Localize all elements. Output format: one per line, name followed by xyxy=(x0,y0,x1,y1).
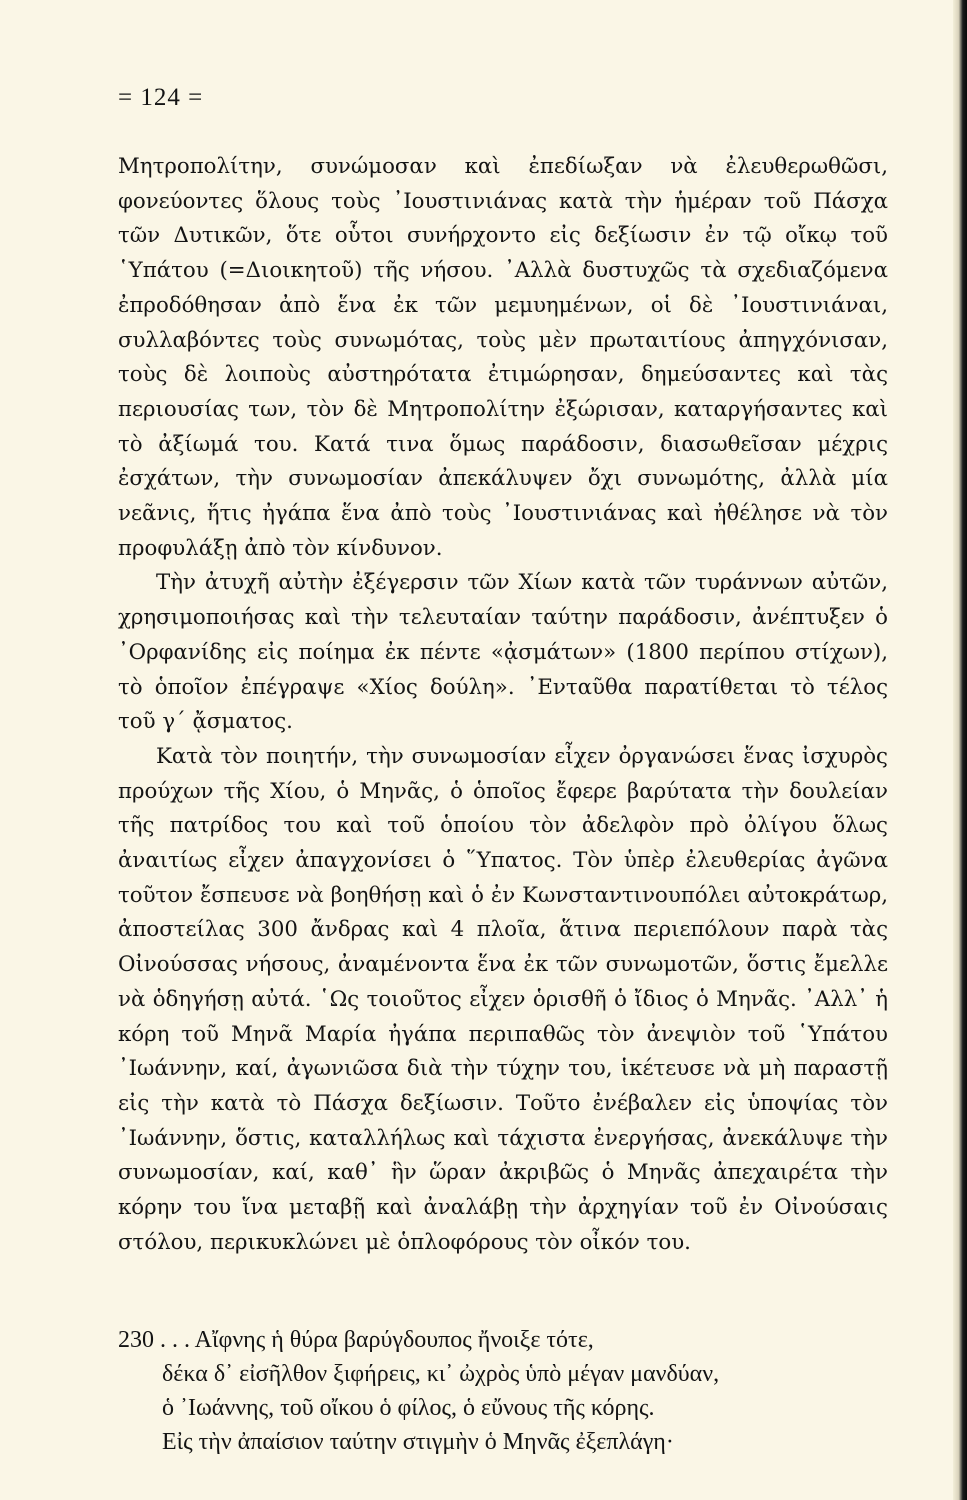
page-edge-shadow xyxy=(953,0,967,1500)
paragraph-3: Κατὰ τὸν ποιητήν, τὴν συνωμοσίαν εἶχεν ὀργανώσει ἕνας ἰσχυρὸς προύχων τῆς Χίου, ὁ Μηνᾶς, ὁ ὁποῖος ἔφερε βαρύτατα τὴν δουλείαν τῆς πατρίδος του καὶ τοῦ ὁποίου τὸν ἀδελφὸν πρὸ ὀλίγου ὅλως ἀναιτίως εἶχεν ἀπαγχονίσει ὁ ῞Υπατος. Τὸν ὑπὲρ ἐλευθερίας ἀγῶνα τοῦτον ἔσπευσε νὰ βοηθήσῃ καὶ ὁ ἐν Κωνσταντινουπόλει αὐτοκράτωρ, ἀποστείλας 300 ἄνδρας καὶ 4 πλοῖα, ἅτινα περιεπόλουν παρὰ τὰς Οἰνούσσας νήσους, ἀναμένοντα ἕνα ἐκ τῶν συνωμοτῶν, ὅστις ἔμελλε νὰ ὁδηγήσῃ αὐτά. ῾Ως τοιοῦτος εἶχεν ὁρισθῆ ὁ ἴδιος ὁ Μηνᾶς. ᾽Αλλ᾽ ἡ κόρη τοῦ Μηνᾶ Μαρία ἠγάπα περιπαθῶς τὸν ἀνεψιὸν τοῦ ῾Υπάτου ᾽Ιωάννην, καί, ἀγωνιῶσα διὰ τὴν τύχην του, ἱκέτευσε νὰ μὴ παραστῇ εἰς τὴν κατὰ τὸ Πάσχα δεξίωσιν. Τοῦτο ἐνέβαλεν εἰς ὑποψίας τὸν ᾽Ιωάννην, ὅστις, καταλλήλως καὶ τάχιστα ἐνεργήσας, ἀνεκάλυψε τὴν συνωμοσίαν, καί, καθ᾽ ἣν ὥραν ἀκριβῶς ὁ Μηνᾶς ἀπεχαιρέτα τὴν κόρην του ἵνα μεταβῇ καὶ ἀναλάβῃ τὴν ἀρχηγίαν τοῦ ἐν Οἰνούσαις στόλου, περικυκλώνει μὲ ὁπλοφόρους τὸν οἶκόν του. xyxy=(118,743,888,1255)
verse-excerpt xyxy=(118,1323,888,1459)
verse-line-4: Εἰς τὴν ἀπαίσιον ταύτην στιγμὴν ὁ Μηνᾶς ἐξεπλάγη· xyxy=(162,1429,674,1455)
verse-line-number: 230 xyxy=(118,1327,154,1353)
verse-line-3: ὁ ᾽Ιωάννης, τοῦ οἴκου ὁ φίλος, ὁ εὔνους τῆς κόρης. xyxy=(162,1395,655,1421)
page-number: = 124 = xyxy=(118,84,204,111)
verse-line-1 xyxy=(118,1323,888,1357)
verse-line-1-text: . . . Αἴφνης ἡ θύρα βαρύγδουπος ἤνοιξε τότε, xyxy=(160,1327,594,1353)
verse-line-2: δέκα δ᾽ εἰσῆλθον ξιφήρεις, κι᾽ ὠχρὸς ὑπὸ μέγαν μανδύαν, xyxy=(162,1361,720,1387)
paragraph-1: Μητροπολίτην, συνώμοσαν καὶ ἐπεδίωξαν νὰ ἐλευθερωθῶσι, φονεύοντες ὅλους τοὺς ᾽Ιουστινιάνας κατὰ τὴν ἡμέραν τοῦ Πάσχα τῶν Δυτικῶν, ὅτε οὗτοι συνήρχοντο εἰς δεξίωσιν ἐν τῷ οἴκῳ τοῦ ῾Υπάτου (=Διοικητοῦ) τῆς νήσου. ᾽Αλλὰ δυστυχῶς τὰ σχεδιαζόμενα ἐπροδόθησαν ἀπὸ ἕνα ἐκ τῶν μεμυημένων, οἱ δὲ ᾽Ιουστινιάναι, συλλαβόντες τοὺς συνωμότας, τοὺς μὲν πρωταιτίους ἀπηγχόνισαν, τοὺς δὲ λοιποὺς αὐστηρότατα ἐτιμώρησαν, δημεύσαντες καὶ τὰς περιουσίας των, τὸν δὲ Μητροπολίτην ἐξώρισαν, καταργήσαντες καὶ τὸ ἀξίωμά του. Κατά τινα ὅμως παράδοσιν, διασωθεῖσαν μέχρις ἐσχάτων, τὴν συνωμοσίαν ἀπεκάλυψεν ὄχι συνωμότης, ἀλλὰ μία νεᾶνις, ἥτις ἠγάπα ἕνα ἀπὸ τοὺς ᾽Ιουστινιάνας καὶ ἠθέλησε νὰ τὸν προφυλάξῃ ἀπὸ τὸν κίνδυνον. xyxy=(118,154,888,561)
paragraph-2: Τὴν ἀτυχῆ αὐτὴν ἐξέγερσιν τῶν Χίων κατὰ τῶν τυράννων αὐτῶν, χρησιμοποιήσας καὶ τὴν τελευταίαν ταύτην παράδοσιν, ἀνέπτυξεν ὁ ᾽Ορφανίδης εἰς ποίημα ἐκ πέντε «ᾀσμάτων» (1800 περίπου στίχων), τὸ ὁποῖον ἐπέγραψε «Χίος δούλη». ᾽Ενταῦθα παρατίθεται τὸ τέλος τοῦ γ΄ ᾄσματος. xyxy=(118,570,888,735)
prose-body xyxy=(118,150,888,1261)
